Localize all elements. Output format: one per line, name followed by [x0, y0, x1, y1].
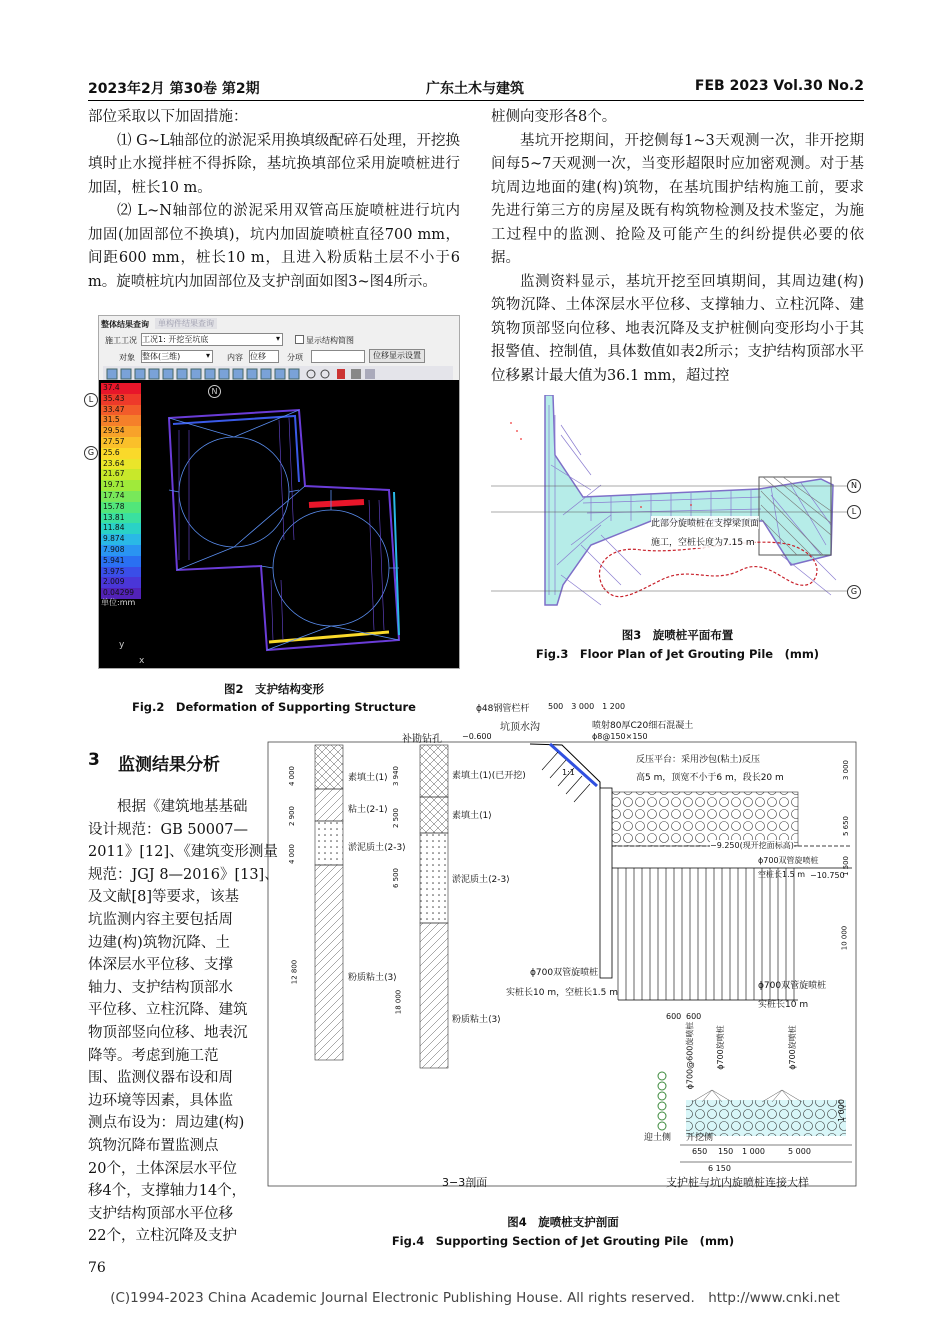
show-structure-checkbox[interactable] [295, 335, 304, 344]
legend-value: 5.941 [103, 555, 125, 565]
mid-dim-1: 3 940 [392, 765, 401, 787]
layer-left-4: 粉质粘土⟨3⟩ [348, 973, 397, 983]
object-select[interactable] [141, 350, 213, 363]
legend-entry [101, 437, 141, 448]
section-body-line: 物顶部竖向位移、地表沉 [88, 1024, 248, 1041]
paragraph: 基坑开挖期间，开挖侧每1~3天观测一次，非开挖期间每5~7天观测一次，当变形超限时应加密观测。对于基坑周边地面的建(构)筑物，在基坑围护结构施工前，要求先进行第三方的房屋及既有构筑物检测及技术鉴定，为施工过程中的监测、抢险及可能产生的纠纷提供必要的依据。 [491, 132, 864, 266]
checkbox-label: 显示结构简图 [306, 336, 354, 345]
section-title: 监测结果分析 [118, 755, 220, 775]
fig4-caption-cn: 图4 旋喷桩支护剖面 [507, 1215, 619, 1229]
section-body-line: 围、监测仪器布设和周 [88, 1070, 233, 1087]
detail-label-v3: ϕ700旋喷桩 [787, 1025, 797, 1070]
legend-value: 17.74 [103, 491, 125, 500]
legend-entry [101, 394, 141, 405]
pile-right-line1: ϕ700双管旋喷桩 [758, 981, 827, 991]
figure-2 [88, 315, 460, 667]
section-body-line: 设计规范：GB 50007— [88, 821, 248, 838]
label-empty: 空桩长1.5 m [758, 870, 806, 879]
paragraph: 桩侧向变形各8个。 [491, 109, 617, 125]
pile-left-line2: 实桩长10 m，空桩长1.5 m [506, 988, 619, 998]
paragraph: 监测资料显示，基坑开挖至回填期间，其周边建(构)筑物沉降、土体深层水平位移、支撑轴力、立柱沉降、建筑物顶部竖向位移、地表沉降及支护桩侧向变形均小于其报警值、控制值，具体数值如表2所示；支护结构顶部水平位移累计最大值为36.1 mm，超过控 [491, 273, 864, 384]
axis-label-n: N [208, 385, 221, 398]
tab-single[interactable]: 单构件结果查询 [155, 318, 217, 329]
axis-label-n: N [847, 479, 861, 493]
label-elev1: −0.600 [462, 732, 492, 741]
detail-dim-2: 600 [686, 1012, 702, 1021]
label-rail: ϕ48钢管栏杆 [476, 704, 530, 714]
object-value: 整体(三维) [142, 352, 181, 361]
bottom-dim-1: 650 [692, 1147, 708, 1156]
legend-entry [101, 513, 141, 524]
layer-right-1: 素填土⟨1⟩(已开挖) [452, 771, 526, 781]
legend-value: 7.908 [103, 545, 125, 554]
legend-entry [101, 534, 141, 545]
section-body-line: 22个，立柱沉降及支护 [88, 1228, 237, 1245]
label-counter1: 反压平台：采用沙包(粘土)反压 [636, 755, 761, 765]
figure-3 [491, 395, 864, 620]
layer-left-2: 粘土⟨2-1⟩ [348, 805, 388, 815]
legend-entry [101, 448, 141, 459]
legend-value: 0.04299 [103, 588, 135, 598]
section-body-line: 边建(构)筑物沉降、土 [88, 934, 230, 951]
axis-label-l: L [84, 393, 98, 407]
legend-entry [101, 383, 141, 394]
label-elev3: −10.750 [810, 871, 845, 880]
dig-side-label: 开挖侧 [686, 1133, 714, 1143]
section-body [88, 796, 279, 1248]
paragraph: ⑵ L~N轴部位的淤泥采用双管高压旋喷桩进行坑内加固(加固部位不换填)，坑内加固旋喷桩直径700 mm，间距600 mm，桩长10 m，且进入粉质粘土层不小于6 m。旋喷桩坑内加固部位及支护剖面如图3~图4所示。 [88, 203, 460, 290]
legend-value: 19.71 [103, 480, 125, 490]
legend-entry [101, 556, 141, 567]
section-body-line: 轴力、支护结构顶部水 [88, 979, 233, 996]
legend-value: 33.47 [103, 404, 125, 414]
copyright-footer: (C)1994-2023 China Academic Journal Electronic Publishing House. All rights reserved. http://www.cnki.net [110, 1290, 840, 1306]
condition-label: 施工工况 [105, 336, 137, 345]
section-body-line: 2011》[12]、《建筑变形测量 [88, 844, 278, 861]
legend-value: 25.6 [103, 447, 120, 457]
section-body-line: 根据《建筑地基基础 [117, 799, 248, 815]
label-ditch: 坑顶水沟 [500, 722, 540, 733]
tab-overall[interactable]: 整体结果查询 [101, 320, 149, 329]
right-dim-1: 3 000 [842, 759, 851, 781]
legend-entry [101, 405, 141, 416]
legend-value: 31.5 [103, 415, 120, 425]
label-elev2: −9.250(现开挖面标高) [710, 841, 794, 850]
bottom-dim-2: 150 [718, 1147, 734, 1156]
legend-value: 3.975 [103, 566, 125, 576]
layer-right-3: 淤泥质土⟨2-3⟩ [452, 875, 510, 885]
left-dim-1: 4 000 [288, 765, 297, 787]
layer-left-1: 素填土⟨1⟩ [348, 773, 388, 783]
color-legend [101, 383, 141, 599]
layer-left-3: 淤泥质土⟨2-3⟩ [348, 843, 406, 853]
legend-value: 29.54 [103, 426, 125, 436]
legend-value: 9.874 [103, 534, 125, 544]
layer-right-4: 粉质粘土⟨3⟩ [452, 1015, 501, 1025]
display-settings-button[interactable]: 位移显示设置 [369, 349, 425, 363]
right-dim-3: 1 500 [842, 855, 851, 877]
detail-label-v1: ϕ700@600旋喷桩 [685, 1021, 695, 1090]
paragraph: ⑴ G~L轴部位的淤泥采用换填级配碎石处理，开挖换填时止水搅拌桩不得拆除，基坑换填部位采用旋喷桩进行加固，桩长10 m。 [88, 132, 460, 196]
legend-entry [101, 491, 141, 502]
header-issue: 2023年2月 第30卷 第2期 [88, 81, 260, 97]
icon-toolbar [103, 366, 453, 380]
label-dims: 500 3 000 1 200 [548, 702, 626, 711]
section-body-line: 边环境等因素，具体监 [88, 1092, 233, 1109]
section-body-line: 坑监测内容主要包括周 [88, 911, 233, 928]
content-value: 位移 [250, 352, 266, 361]
legend-entry [101, 502, 141, 513]
right-dim-2: 5 650 [842, 815, 851, 837]
condition-select[interactable] [141, 333, 283, 346]
legend-entry [101, 415, 141, 426]
left-dim-4: 12 800 [290, 959, 299, 985]
label-mesh: ϕ8@150×150 [592, 732, 648, 741]
legend-entry [101, 480, 141, 491]
plan-note-line1: 此部分旋喷桩在支撑梁顶面 [651, 516, 759, 529]
floor-plan [491, 395, 864, 620]
chevron-down-icon: ▾ [205, 351, 210, 360]
axis-label-l: L [847, 505, 861, 519]
plan-note-line2: 施工，空桩长度为7.15 m [651, 535, 755, 548]
section-body-line: 体深层水平位移、支撑 [88, 957, 233, 974]
page-number: 76 [88, 1260, 106, 1276]
section-body-line: 降等。考虑到施工范 [88, 1047, 219, 1064]
legend-value: 21.67 [103, 469, 125, 479]
right-column-text [491, 106, 864, 388]
label-bore: 补勘钻孔 [402, 734, 442, 745]
legend-entry [101, 577, 141, 588]
section-body-line: 测点布设为：周边建(构) [88, 1115, 245, 1132]
fig2-caption-cn: 图2 支护结构变形 [223, 682, 324, 696]
legend-entry [101, 459, 141, 470]
deformed-structure [159, 380, 459, 668]
header-journal: 广东土木与建筑 [426, 81, 524, 97]
pile-left-line1: ϕ700双管旋喷桩 [530, 968, 599, 978]
label-counter2: 高5 m，顶宽不小于6 m，段长20 m [636, 773, 784, 783]
legend-entry [101, 426, 141, 437]
legend-entry [101, 523, 141, 534]
soil-side-label: 迎土侧 [644, 1133, 672, 1143]
legend-entry [101, 469, 141, 480]
legend-value: 2.009 [103, 577, 125, 587]
mid-dim-4: 18 000 [394, 989, 403, 1015]
detail-label-v2: ϕ700旋喷桩 [715, 1025, 725, 1070]
fig3-caption-en: Fig.3 Floor Plan of Jet Grouting Pile (mm) [535, 647, 820, 661]
unit-label: 单位:mm [101, 598, 136, 607]
left-dim-3: 4 000 [288, 843, 297, 865]
object-label: 对象 [119, 353, 135, 362]
section-number: 3 [88, 750, 100, 770]
software-window [98, 315, 460, 669]
content-label: 内容 [227, 353, 243, 362]
axis-label-g: G [847, 585, 861, 599]
layer-right-2: 素填土⟨1⟩ [452, 811, 492, 821]
section-body-line: 筑物沉降布置监测点 [88, 1137, 219, 1154]
axis-y-label: y [119, 640, 125, 650]
component-label: 分项 [287, 353, 303, 362]
header-volume: FEB 2023 Vol.30 No.2 [694, 78, 864, 94]
detail-h: 1 000 [836, 1099, 846, 1122]
left-column-text [88, 106, 460, 294]
component-select[interactable] [311, 350, 365, 363]
legend-entry [101, 567, 141, 578]
legend-value: 37.4 [103, 383, 120, 392]
figure-4 [262, 700, 864, 1192]
legend-value: 13.81 [103, 512, 125, 522]
fig2-caption-en: Fig.2 Deformation of Supporting Structure [132, 700, 416, 714]
pile-right-line2: 实桩长10 m [758, 1000, 809, 1010]
section-body-line: 20个，土体深层水平位 [88, 1160, 237, 1177]
legend-entry [101, 545, 141, 556]
label-pile-top: ϕ700双管旋喷桩 [758, 856, 819, 865]
label-detail: 支护桩与坑内旋喷桩连接大样 [666, 1176, 809, 1189]
label-section-33: 3−3剖面 [442, 1176, 488, 1189]
section-body-line: 及文献[8]等要求，该基 [88, 889, 240, 906]
mid-dim-2: 2 500 [392, 807, 401, 829]
section-body-line: 规范：JGJ 8—2016》[13]、 [88, 866, 279, 883]
toolbar-icons[interactable] [103, 367, 453, 381]
mid-dim-3: 6 500 [392, 867, 401, 889]
chevron-down-icon: ▾ [275, 334, 280, 343]
right-dim-4: 10 000 [840, 925, 849, 951]
paragraph: 部位采取以下加固措施： [88, 109, 248, 125]
label-slope: 1:1 [562, 768, 575, 777]
legend-value: 15.78 [103, 501, 125, 511]
legend-value: 11.84 [103, 523, 125, 533]
legend-value: 27.57 [103, 437, 125, 446]
bottom-dim-4: 5 000 [788, 1147, 811, 1156]
section-body-line: 移4个，支撑轴力14个， [88, 1183, 247, 1200]
axis-label-g: G [84, 446, 98, 460]
legend-value: 23.64 [103, 458, 125, 468]
bottom-dim-3: 1 000 [742, 1147, 765, 1156]
axis-x-label: x [139, 656, 145, 666]
header-rule [88, 100, 864, 101]
left-dim-2: 2 900 [288, 805, 297, 827]
section-body-line: 平位移、立柱沉降、建筑 [88, 1002, 248, 1019]
bottom-dim-total: 6 150 [708, 1164, 731, 1173]
label-shotcrete: 喷射80厚C20细石混凝土 [592, 721, 694, 731]
legend-value: 35.43 [103, 393, 125, 403]
detail-dim-1: 600 [666, 1012, 682, 1021]
fig4-caption-en: Fig.4 Supporting Section of Jet Grouting Pile (mm) [391, 1234, 735, 1248]
fig3-caption-cn: 图3 旋喷桩平面布置 [621, 628, 734, 642]
section-body-line: 支护结构顶部水平位移 [88, 1205, 233, 1222]
condition-value: 工况1: 开挖至坑底 [142, 335, 209, 344]
deformation-viewport[interactable] [99, 380, 459, 668]
content-select[interactable] [249, 350, 279, 363]
